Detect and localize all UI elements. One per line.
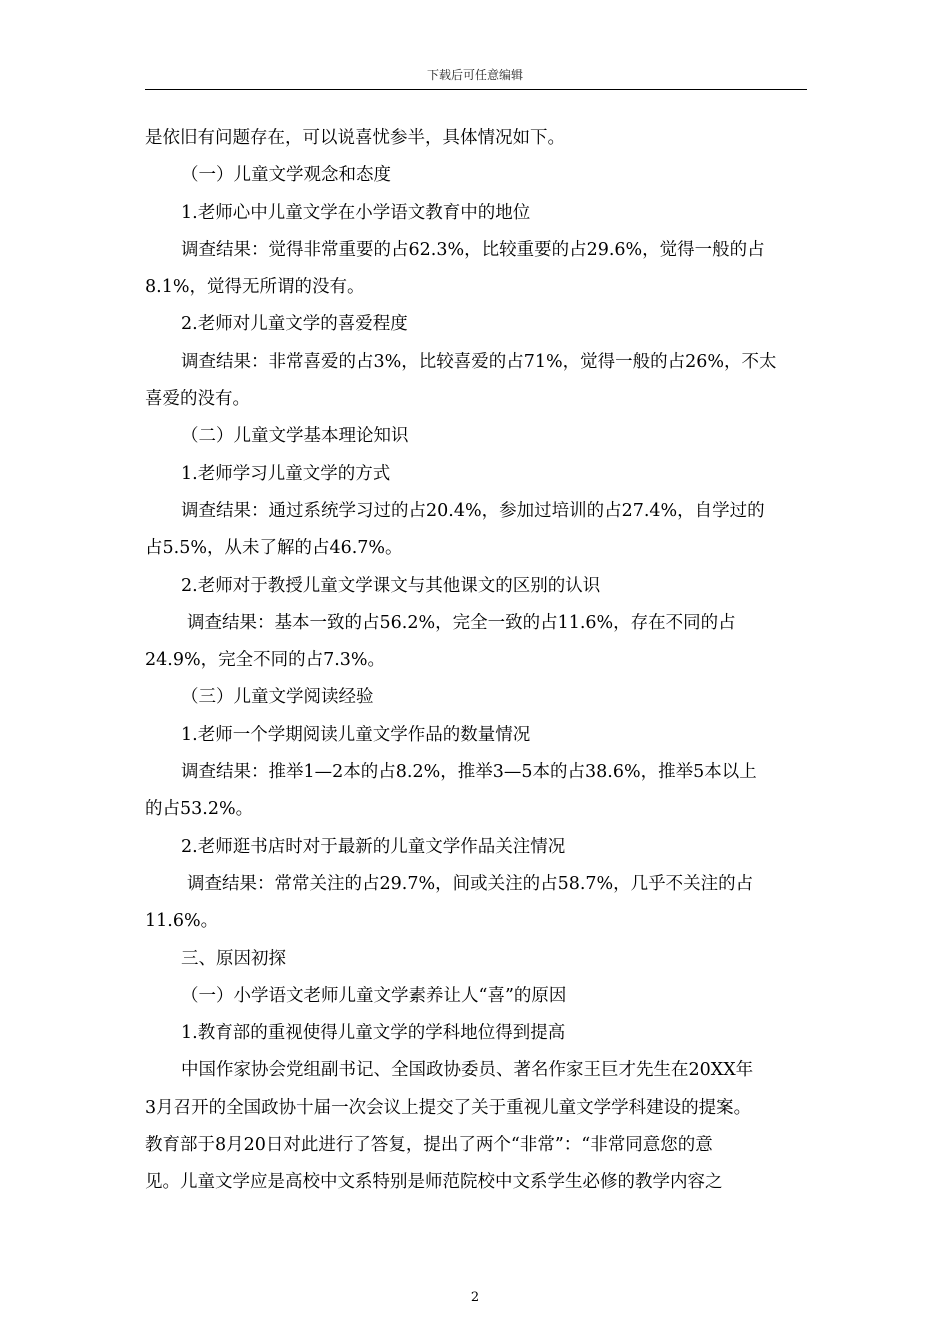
text-line: 8.1%，觉得无所谓的没有。	[145, 277, 365, 298]
text-line: 是依旧有问题存在，可以说喜忧参半，具体情况如下。	[145, 128, 565, 148]
text-line: 2.老师逛书店时对于最新的儿童文学作品关注情况	[181, 836, 566, 857]
text-line: 三、原因初探	[181, 948, 286, 969]
page-header: 下载后可任意编辑	[426, 68, 523, 82]
text-line: 调查结果：觉得非常重要的占62.3%，比较重要的占29.6%，觉得一般的占	[181, 239, 765, 260]
text-line: 调查结果：非常喜爱的占3%，比较喜爱的占71%，觉得一般的占26%，不太	[181, 351, 777, 372]
text-line: 3月召开的全国政协十届一次会议上提交了关于重视儿童文学学科建设的提案。	[145, 1097, 752, 1118]
text-line: 调查结果：基本一致的占56.2%，完全一致的占11.6%，存在不同的占	[187, 612, 736, 633]
text-line: 24.9%，完全不同的占7.3%。	[145, 650, 386, 671]
text-line: 2.老师对于教授儿童文学课文与其他课文的区别的认识	[181, 575, 601, 596]
text-line: 1.教育部的重视使得儿童文学的学科地位得到提高	[181, 1023, 566, 1044]
text-line: 1.老师一个学期阅读儿童文学作品的数量情况	[181, 724, 531, 745]
text-line: 中国作家协会党组副书记、全国政协委员、著名作家王巨才先生在20XX年	[181, 1060, 754, 1081]
text-line: 调查结果：推举1—2本的占8.2%，推举3—5本的占38.6%，推举5本以上	[181, 762, 757, 783]
text-line: （一）儿童文学观念和态度	[181, 165, 391, 186]
text-line: 调查结果：通过系统学习过的占20.4%，参加过培训的占27.4%，自学过的	[181, 500, 765, 521]
text-line: 1.老师学习儿童文学的方式	[181, 463, 391, 484]
document-body	[145, 120, 810, 1202]
text-line: 调查结果：常常关注的占29.7%，间或关注的占58.7%，几乎不关注的占	[187, 873, 754, 894]
text-line: 2.老师对儿童文学的喜爱程度	[181, 314, 408, 335]
text-line: （三）儿童文学阅读经验	[181, 687, 374, 708]
text-line: （一）小学语文老师儿童文学素养让人“喜”的原因	[181, 985, 567, 1006]
page-number: 2	[470, 1290, 480, 1305]
text-line: 喜爱的没有。	[145, 389, 250, 410]
text-line: 1.老师心中儿童文学在小学语文教育中的地位	[181, 202, 531, 223]
header-divider	[145, 89, 807, 90]
text-line: 11.6%。	[145, 911, 219, 932]
text-line: 的占53.2%。	[145, 799, 254, 820]
text-line: （二）儿童文学基本理论知识	[181, 426, 409, 447]
text-line: 见。儿童文学应是高校中文系特别是师范院校中文系学生必修的教学内容之	[145, 1172, 723, 1193]
text-line: 教育部于8月20日对此进行了答复，提出了两个“非常”：“非常同意您的意	[145, 1135, 713, 1156]
text-line: 占5.5%，从未了解的占46.7%。	[145, 538, 403, 559]
